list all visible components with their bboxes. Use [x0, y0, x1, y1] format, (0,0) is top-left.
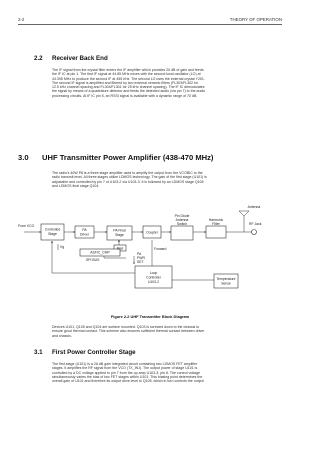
text-line: The IF signal from the crystal filter enters the IF amplifier which provides 20 dB of gain and feeds: [52, 68, 204, 72]
diagram-label: Stage: [48, 232, 57, 236]
text-line: The first stage (U101) is a 2A dB gain integrated circuit containing two LDMOS FET amplifier: [52, 362, 198, 366]
diagram-label: PWR: [137, 256, 145, 260]
diagram-label: Vg: [60, 245, 65, 249]
diagram-label: Sense: [221, 281, 231, 286]
diagram-label: Filter: [212, 222, 220, 226]
page-number: 2-2: [18, 17, 25, 22]
rf-jack-circle: [252, 230, 257, 235]
text-line: 44.395 MHz to produce the second IF at 455 kHz. The second LO uses the external crystal Y201.: [52, 76, 205, 81]
text-line: Devices U101, Q105 and Q104 are surface mounted. Q103 is screwed down to the chassis to: [52, 325, 200, 329]
diagram-label: Forward: [154, 247, 167, 251]
section-title: First Power Controller Stage: [52, 349, 136, 356]
section-number: 3.1: [34, 349, 43, 356]
diagram-label: Temperature: [216, 277, 236, 281]
paragraph-first-power-controller: [52, 362, 284, 383]
diagram-label: Bias: [116, 246, 124, 251]
text-line: the IF IC at pin 1. The first IF signal at 44.85 MHz mixes with the second local oscillator (LO) at: [52, 72, 201, 77]
text-line: The radio's 40W PA is a three stage amplifier used to amplify the output from the VCOBIC to the: [52, 171, 203, 175]
paragraph-uhf-pa: [52, 171, 284, 188]
diagram-label: Antenna: [175, 218, 189, 222]
diagram-label: Antenna: [247, 205, 261, 209]
text-line: overall gain of U101 and therefore its output drive level to Q105, which in turn controls the output: [52, 379, 204, 383]
diagram-label: RF Jack: [249, 222, 262, 226]
diagram-label: SET: [137, 260, 144, 264]
pin-diode-switch-block: [171, 226, 193, 240]
diagram-connector: [239, 211, 244, 216]
section-title: UHF Transmitter Power Amplifier (438-470 MHz): [42, 153, 214, 162]
text-line: adjustable and controlled by pin 7 of U103-2 via U103-3. It is followed by an LDMOS stage Q105: [52, 179, 204, 184]
diagram-connector: [244, 211, 249, 216]
diagram-label: Stage: [115, 233, 124, 237]
diagram-label: Coupler: [146, 230, 158, 235]
running-header: THEORY OF OPERATION: [229, 17, 282, 22]
paragraph-devices: [52, 325, 284, 338]
text-line: simultaneously varies the bias of two FET stages within U101. This biasing point determines the: [52, 374, 203, 379]
text-line: processing circuits. At IF IC pin 5, an RSSI signal is available with a dynamic range of 70 dB.: [52, 93, 198, 98]
section-number: 3.0: [18, 153, 29, 162]
text-line: the signal by means of a quadrature detector and feeds the detected audio (via pin 7) to the audio: [52, 89, 206, 94]
diagram-label: ASFIC_CMP: [90, 250, 110, 255]
section-number: 2.2: [34, 55, 43, 62]
text-line: The second IF signal is amplified and filtered by two external ceramic filters (FL303/FL302 for: [52, 80, 199, 85]
text-line: ensure good thermal contact. This scheme also ensures sufficient thermal contact between driver: [52, 329, 205, 334]
diagram-label: PA: [137, 252, 142, 256]
diagram-label: Switch: [177, 222, 187, 226]
diagram-label: PA: [82, 228, 87, 232]
text-line: stages. It amplifies the RF signal from the VCO (TX_INJ). The output power of stage U101 is: [52, 366, 198, 371]
diagram-label: PA Final: [113, 228, 126, 233]
from-vco-label: From VCO: [18, 224, 35, 228]
diagram-label: U103-2: [147, 280, 160, 284]
diagram-label: Pin Diode: [174, 214, 190, 218]
diagram-label: Harmonic: [208, 218, 224, 222]
text-line: radio transmit level. All three stages utilize LDMOS technology. The gain of the first stage (U101) is: [52, 175, 207, 180]
harmonic-filter-block: [206, 226, 226, 238]
header-rule: [18, 24, 282, 25]
uhf-transmitter-block-diagram: [18, 200, 282, 308]
text-line: controlled by a DC voltage applied to pin 7 from the op-amp U103-3, pin 8. The control voltage: [52, 370, 201, 375]
diagram-label: Driver: [79, 232, 90, 237]
text-line: and LDMOS final stage Q104.: [52, 183, 100, 188]
diagram-label: Controller: [146, 275, 161, 280]
diagram-label: Controlled: [44, 227, 61, 232]
diagram-label: SPI BUS: [86, 258, 100, 262]
text-line: 12.5 kHz channel spacing and FL304/FL301 for 25 kHz channel spacing). The IF IC demodulates: [52, 85, 205, 89]
diagram-label: Loop: [149, 271, 158, 275]
figure-caption: Figure 2-2 UHF Transmitter Block Diagram: [110, 314, 190, 319]
section-title: Receiver Back End: [52, 55, 108, 62]
paragraph-receiver-back-end: [52, 68, 284, 98]
text-line: and chassis.: [52, 333, 72, 338]
